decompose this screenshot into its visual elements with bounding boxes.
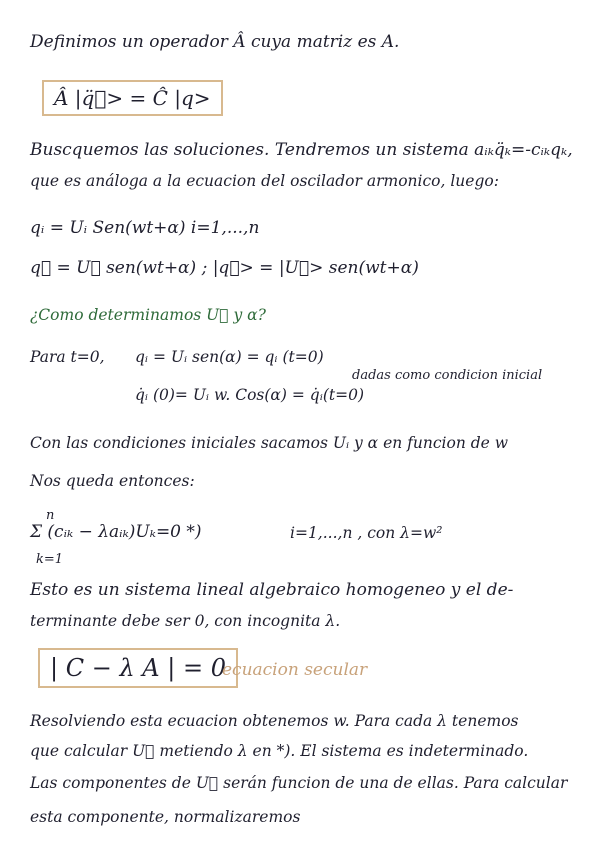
initial-velocity: q̇ᵢ (0)= Uᵢ w. Cos(α) = q̇ᵢ(t=0)	[135, 386, 364, 404]
sum-upper-limit: n	[46, 508, 55, 523]
secular-equation-label: ecuacion secular	[222, 660, 368, 680]
resolve-line: Resolviendo esta ecuacion obtenemos w. Para cada λ tenemos	[30, 712, 519, 730]
oscillator-analogy-line: que es análoga a la ecuacion del oscilador armonico, luego:	[30, 172, 499, 190]
secular-system: Σ (cᵢₖ − λaᵢₖ)Uₖ=0 *)	[30, 522, 202, 542]
search-solutions-line: Buscquemos las soluciones. Tendremos un sistema aᵢₖq̈ₖ=-cᵢₖqₖ,	[30, 140, 573, 160]
intro-line: Definimos un operador Â cuya matriz es A.	[30, 32, 400, 52]
initial-condition-note: dadas como condicion inicial	[352, 368, 543, 383]
conditions-line: Con las condiciones iniciales sacamos Uᵢ y α en funcion de w	[30, 434, 509, 452]
index-range: i=1,...,n , con λ=w²	[290, 524, 443, 542]
component-solution: qᵢ = Uᵢ Sen(wt+α) i=1,...,n	[30, 218, 260, 238]
initial-position: qᵢ = Uᵢ sen(α) = qᵢ (t=0)	[135, 348, 324, 366]
vector-solution: q⃗ = U⃗ sen(wt+α) ; |q⃗> = |U⃗> sen(wt+α)	[30, 258, 419, 278]
operator-equation-box: Â |q̈⃗> = Ĉ |q>	[42, 80, 223, 116]
initial-time-label: Para t=0,	[30, 348, 105, 366]
determinant-line: terminante debe ser 0, con incognita λ.	[30, 612, 341, 630]
sum-lower-limit: k=1	[36, 552, 64, 567]
components-line: Las componentes de U⃗ serán funcion de una de ellas. Para calcular	[30, 774, 568, 792]
calculate-line: que calcular U⃗ metiendo λ en *). El sistema es indeterminado.	[30, 742, 529, 760]
normalize-line: esta componente, normalizaremos	[30, 808, 301, 826]
secular-equation-box: | C − λ A | = 0	[38, 648, 238, 688]
linear-system-line: Esto es un sistema lineal algebraico homogeneo y el de-	[30, 580, 514, 600]
question-line: ¿Como determinamos U⃗ y α?	[30, 306, 266, 324]
remaining-line: Nos queda entonces:	[30, 472, 195, 490]
